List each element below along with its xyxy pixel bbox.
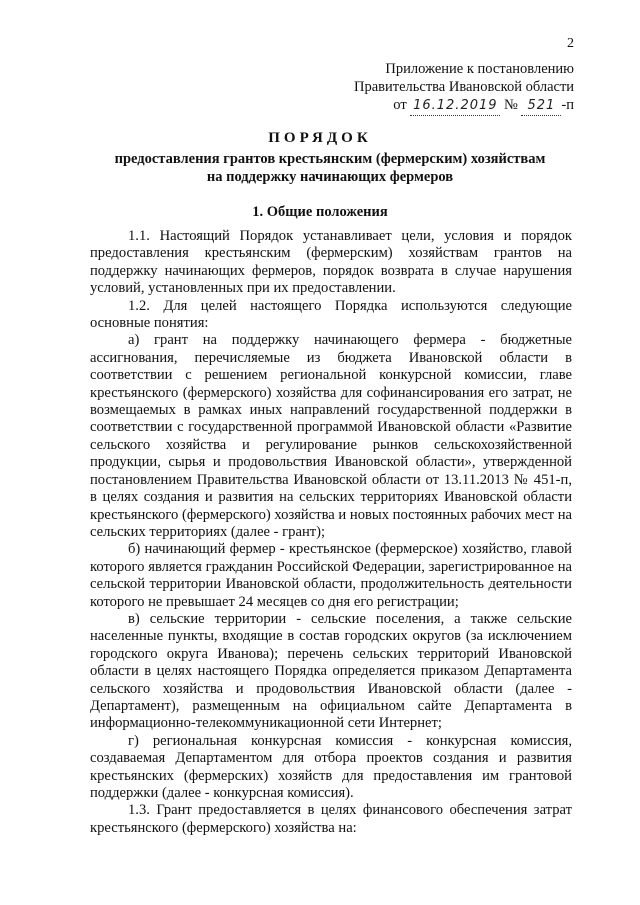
appendix-line-2: Правительства Ивановской области xyxy=(354,79,575,95)
appendix-date-number-line xyxy=(354,96,574,116)
appendix-header xyxy=(354,60,574,116)
paragraph-1-3: 1.3. Грант предоставляется в целях финансового обеспечения затрат крестьянского (фермерского) хозяйства на: xyxy=(90,802,572,836)
document-subtitle xyxy=(90,150,570,186)
paragraph-1-2: 1.2. Для целей настоящего Порядка используются следующие основные понятия: xyxy=(90,297,572,332)
number-suffix: -п xyxy=(561,97,574,113)
body-text xyxy=(90,228,572,837)
paragraph-a: а) грант на поддержку начинающего фермера - бюджетные ассигнования, перечисляемые из бюджета Ивановской области в соответствии с решением региональной конкурсной комиссии, главе крестьянского (фермерского) хозяйства для софинансирования его затрат, не возмещаемых в рамках иных направлений государственной поддержки в соответствии с государственной программой Ивановской области «Развитие сельского хозяйства и регулирование рынков сельскохозяйственной продукции, сырья и продовольствия Ивановской области», утвержденной постановлением Правительства Ивановской области от 13.11.2013 № 451-п, в целях создания и развития на сельских территориях Ивановской области крестьянского (фермерского) хозяйства и новых постоянных рабочих мест на сельских территориях (далее - грант); xyxy=(90,332,572,540)
paragraph-g: г) региональная конкурсная комиссия - конкурсная комиссия, создаваемая Департаментом для отбора проектов создания и развития крестьянских (фермерских) хозяйств для предоставления им грантовой поддержки (далее - конкурсная комиссия). xyxy=(90,732,572,801)
subtitle-line-1: предоставления грантов крестьянским (фермерским) хозяйствам xyxy=(114,151,546,167)
number-label: № xyxy=(503,97,518,113)
handwritten-date: 16.12.2019 xyxy=(410,97,500,116)
paragraph-b: б) начинающий фермер - крестьянское (фермерское) хозяйство, главой которого является гражданин Российской Федерации, зарегистрированное на сельской территории Ивановской области, продолжительность деятельности которого не превышает 24 месяцев со дня его регистрации; xyxy=(90,541,572,610)
page-number: 2 xyxy=(567,36,574,51)
section-heading: 1. Общие положения xyxy=(252,204,388,220)
appendix-line-1: Приложение к постановлению xyxy=(385,61,574,77)
document-title: ПОРЯДОК xyxy=(268,130,372,146)
handwritten-number: 521 xyxy=(521,97,561,116)
subtitle-line-2: на поддержку начинающих фермеров xyxy=(206,169,454,185)
paragraph-v: в) сельские территории - сельские поселения, а также сельские населенные пункты, входящие в состав городских округов (за исключением городского округа Иванова); перечень сельских территорий Ивановской области в целях настоящего Порядка определяется приказом Департамента сельского хозяйства и продовольствия Ивановской области (далее - Департамент), размещенным на официальном сайте Департамента в информационно-телекоммуникационной сети Интернет; xyxy=(90,610,572,732)
paragraph-1-1: 1.1. Настоящий Порядок устанавливает цели, условия и порядок предоставления крестьянским (фермерским) хозяйствам грантов на поддержку начинающих фермеров, порядок возврата в случае нарушения условий, установленных при их предоставлении. xyxy=(90,228,572,297)
from-label: от xyxy=(393,97,407,113)
